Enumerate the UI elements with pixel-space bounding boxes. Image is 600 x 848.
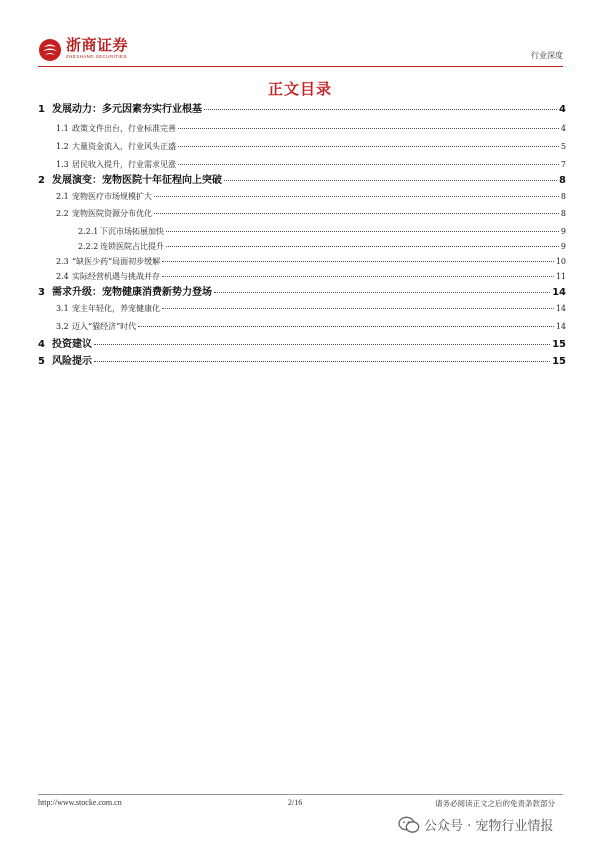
footer-url[interactable]: http://www.stocke.com.cn (38, 798, 122, 807)
toc-entry-number: 2.2.1 (78, 227, 99, 236)
watermark (398, 815, 553, 834)
toc-entry[interactable] (38, 159, 566, 170)
toc-leader-dots (154, 196, 559, 197)
toc-entry-number: 2.1 (56, 192, 69, 201)
toc-entry[interactable] (38, 321, 566, 332)
toc-leader-dots (162, 276, 554, 277)
toc-entry[interactable] (38, 123, 566, 134)
toc-entry-page: 14 (552, 287, 566, 298)
toc-entry-page: 14 (555, 322, 566, 331)
toc-entry[interactable] (38, 241, 566, 252)
brand-logo (38, 38, 128, 62)
toc-entry[interactable] (38, 100, 566, 115)
toc-entry[interactable] (38, 141, 566, 152)
toc-entry-number: 2.4 (56, 272, 69, 281)
toc-entry-page: 8 (559, 175, 566, 186)
toc-leader-dots (138, 326, 554, 327)
toc-leader-dots (178, 128, 559, 129)
toc-entry-label: 发展演变：宠物医院十年征程向上突破 (52, 175, 222, 186)
toc-title: 正文目录 (267, 80, 332, 98)
toc-leader-dots (166, 231, 559, 232)
toc-entry-number: 1.1 (56, 124, 69, 133)
toc-entry-label: “缺医少药”局面初步缓解 (72, 257, 161, 266)
toc-entry-number: 3 (38, 287, 45, 298)
toc-entry-page: 10 (555, 257, 566, 266)
toc-entry-number: 2.3 (56, 257, 69, 266)
toc-entry-number: 1.2 (56, 142, 69, 151)
toc-leader-dots (162, 261, 554, 262)
page-header (38, 36, 563, 67)
toc-entry-page: 7 (560, 160, 566, 169)
toc-entry-page: 5 (560, 142, 566, 151)
toc-entry[interactable] (38, 352, 566, 367)
toc-entry-page: 8 (560, 209, 566, 218)
toc-entry-label: 需求升级：宠物健康消费新势力登场 (52, 287, 212, 298)
toc-entry-label: 宠物医院资源分布优化 (72, 209, 152, 218)
toc-entry[interactable] (38, 303, 566, 314)
toc-entry-label: 大量资金流入，行业风头正盛 (72, 142, 176, 151)
brand-name-en: ZHESHANG SECURITIES (66, 54, 127, 59)
toc-leader-dots (214, 292, 550, 293)
toc-entry-number: 5 (38, 356, 45, 367)
toc-leader-dots (178, 164, 559, 165)
toc-entry-number: 2 (38, 175, 45, 186)
toc-entry-page: 9 (560, 242, 566, 251)
watermark-text: 公众号 · 宠物行业情报 (424, 819, 554, 834)
toc-entry[interactable] (38, 226, 566, 237)
toc-leader-dots (204, 109, 557, 110)
toc-entry-page: 9 (560, 227, 566, 236)
report-category: 行业深度 (531, 51, 563, 60)
brand-name-cn: 浙商证券 (66, 36, 129, 54)
toc-entry-number: 2.2 (56, 209, 69, 218)
toc-entry-page: 4 (559, 104, 566, 115)
wechat-icon (398, 816, 420, 834)
toc-leader-dots (94, 361, 550, 362)
toc-entry-page: 15 (552, 339, 566, 350)
page-indicator: 2/16 (288, 798, 303, 807)
toc-entry-page: 11 (555, 272, 566, 281)
toc-entry-page: 4 (560, 124, 566, 133)
toc-entry-number: 1.3 (56, 160, 69, 169)
toc-leader-dots (162, 308, 554, 309)
toc-entry-number: 2.2.2 (78, 242, 99, 251)
toc-entry[interactable] (38, 256, 566, 267)
toc-leader-dots (224, 180, 557, 181)
toc-entry-label: 迈入“猫经济”时代 (72, 322, 137, 331)
footer-disclaimer: 请务必阅读正文之后的免责条款部分 (435, 799, 555, 808)
toc-entry-label: 投资建议 (52, 339, 92, 350)
toc-entry[interactable] (38, 208, 566, 219)
toc-entry-number: 3.1 (56, 304, 69, 313)
toc-entry[interactable] (38, 271, 566, 282)
logo-mark-icon (38, 38, 62, 62)
toc-entry[interactable] (38, 191, 566, 202)
toc-entry[interactable] (38, 335, 566, 350)
toc-entry[interactable] (38, 171, 566, 186)
toc-leader-dots (94, 344, 550, 345)
toc-entry-label: 居民收入提升，行业需求见涨 (72, 160, 176, 169)
toc-entry-page: 14 (555, 304, 566, 313)
toc-entry-number: 4 (38, 339, 45, 350)
toc-entry-label: 宠主年轻化，养宠健康化 (72, 304, 160, 313)
toc-entry-number: 1 (38, 104, 45, 115)
toc-leader-dots (154, 213, 559, 214)
toc-entry-label: 风险提示 (52, 356, 92, 367)
toc-entry-label: 政策文件出台，行业标准完善 (72, 124, 176, 133)
toc-leader-dots (178, 146, 559, 147)
toc-entry-label: 发展动力：多元因素夯实行业根基 (52, 104, 202, 115)
page-footer (38, 794, 563, 809)
toc-entry[interactable] (38, 283, 566, 298)
toc-leader-dots (166, 246, 559, 247)
toc-entry-page: 8 (560, 192, 566, 201)
toc-entry-label: 连锁医院占比提升 (100, 242, 164, 251)
toc-entry-label: 宠物医疗市场规模扩大 (72, 192, 152, 201)
toc-entry-number: 3.2 (56, 322, 69, 331)
toc-entry-page: 15 (552, 356, 566, 367)
toc-entry-label: 下沉市场拓展加快 (100, 227, 164, 236)
toc-entry-label: 实际经营机遇与挑战并存 (72, 272, 160, 281)
